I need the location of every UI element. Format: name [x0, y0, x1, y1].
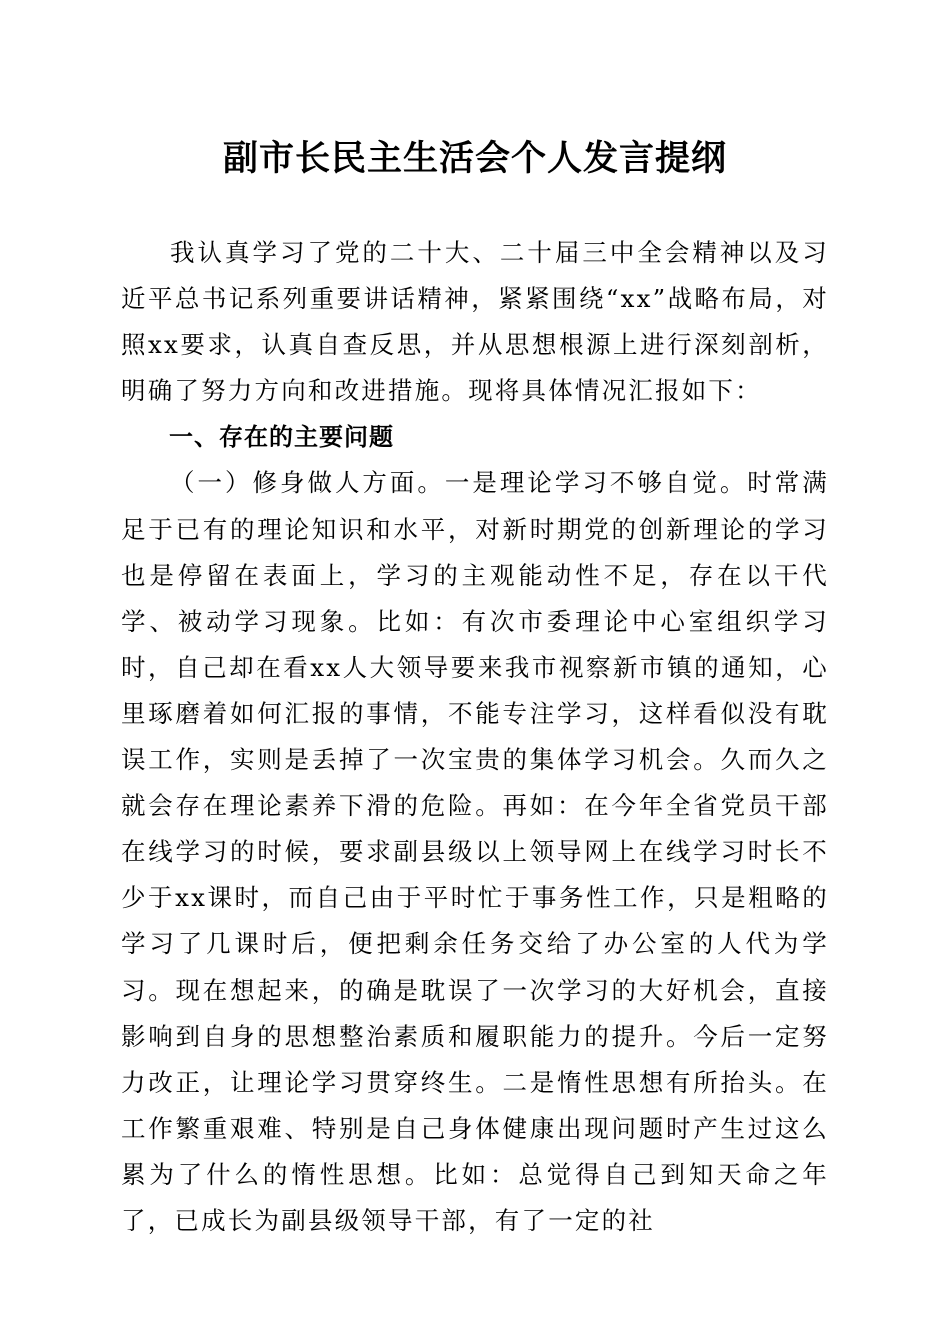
- document-title: 副市长民主生活会个人发言提纲: [222, 139, 727, 179]
- section-1-paragraph-1: （一）修身做人方面。一是理论学习不够自觉。时常满足于已有的理论知识和水平，对新时期党的创新理论的学习也是停留在表面上，学习的主观能动性不足，存在以干代学、被动学习现象。比如：有次市委理论中心室组织学习时，自己却在看xx人大领导要来我市视察新市镇的通知，心里琢磨着如何汇报的事情，不能专注学习，这样看似没有耽误工作，实则是丢掉了一次宝贵的集体学习机会。久而久之就会存在理论素养下滑的危险。再如：在今年全省党员干部在线学习的时候，要求副县级以上领导网上在线学习时长不少于xx课时，而自己由于平时忙于事务性工作，只是粗略的学习了几课时后，便把剩余任务交给了办公室的人代为学习。现在想起来，的确是耽误了一次学习的大好机会，直接影响到自身的思想整治素质和履职能力的提升。今后一定努力改正，让理论学习贯穿终生。二是惰性思想有所抬头。在工作繁重艰难、特别是自己身体健康出现问题时产生过这么累为了什么的惰性思想。比如：总觉得自己到知天命之年了，已成长为副县级领导干部，有了一定的社: [121, 468, 829, 1235]
- section-heading-problems: 一、存在的主要问题: [169, 423, 394, 452]
- intro-paragraph: 我认真学习了党的二十大、二十届三中全会精神以及习近平总书记系列重要讲话精神，紧紧围绕“xx”战略布局，对照xx要求，认真自查反思，并从思想根源上进行深刻剖析，明确了努力方向和改进措施。现将具体情况汇报如下：: [121, 238, 829, 406]
- document-body: [121, 230, 829, 1244]
